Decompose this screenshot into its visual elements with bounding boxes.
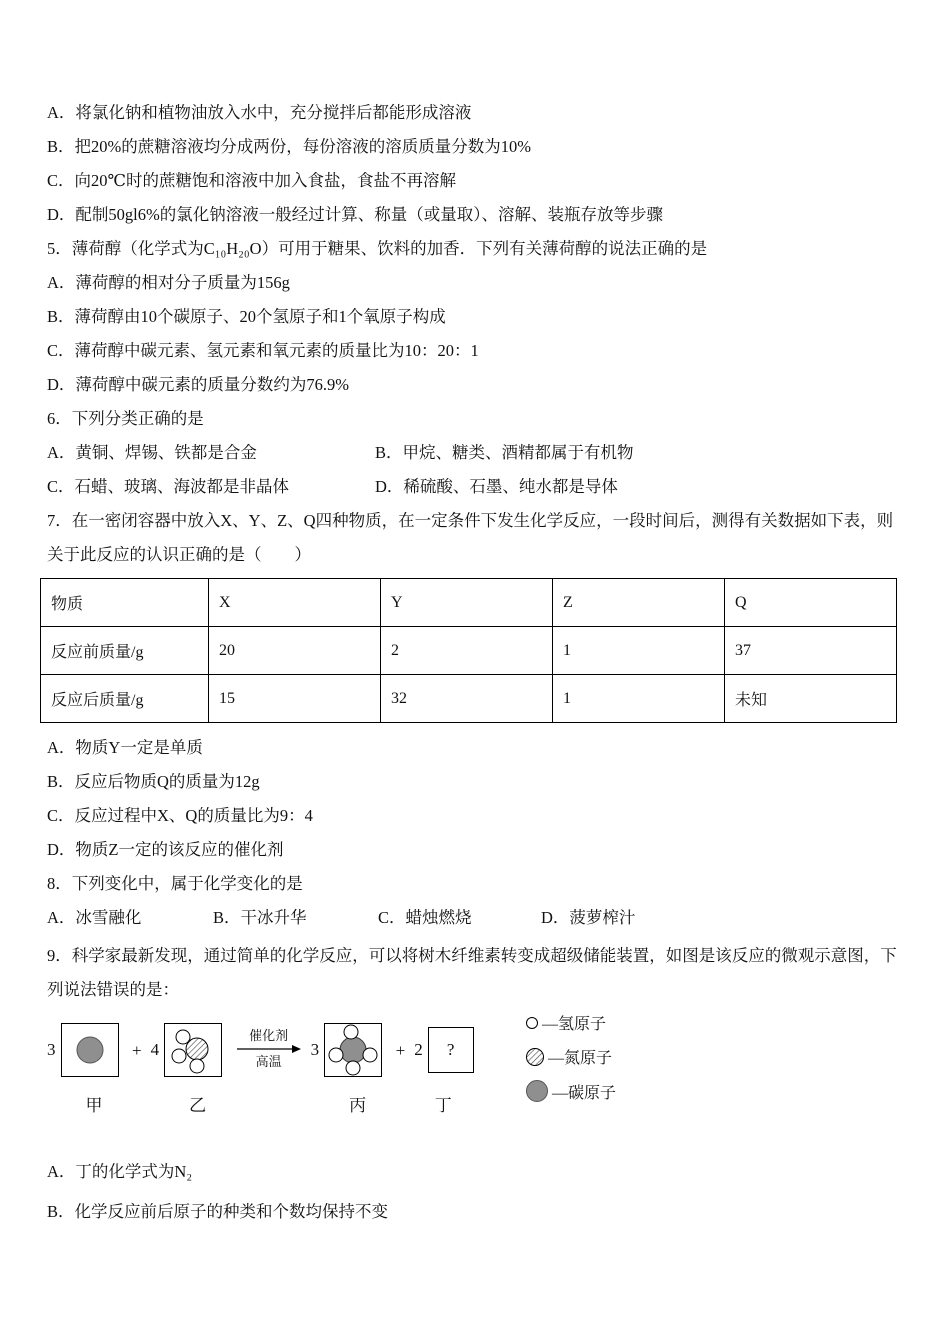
reaction-diagram [47, 1016, 900, 1127]
q8-option-c: C．蜡烛燃烧 [378, 908, 472, 927]
legend-label: —氢原子 [542, 1016, 607, 1033]
methane-molecule-box [324, 1023, 382, 1077]
q8-stem: 8．下列变化中，属于化学变化的是 [47, 874, 303, 893]
q5-option-a: A．薄荷醇的相对分子质量为156g [47, 273, 290, 292]
table-row-after [41, 675, 897, 723]
question-mark: ? [446, 1040, 455, 1059]
q7-stem: 7．在一密闭容器中放入X、Y、Z、Q四种物质，在一定条件下发生化学反应，一段时间后，测得有关数据如下表，则关于此反应的认识正确的是（ ） [47, 511, 894, 564]
table-cell: 37 [725, 627, 897, 675]
q6-options-row-1 [47, 436, 900, 470]
table-cell: 未知 [725, 675, 897, 723]
q6-option-b: B．甲烷、糖类、酒精都属于有机物 [375, 443, 634, 462]
q6-stem: 6．下列分类正确的是 [47, 409, 204, 428]
table-cell: X [209, 579, 381, 627]
q5-option-b: B．薄荷醇由10个碳原子、20个氢原子和1个氧原子构成 [47, 307, 446, 326]
q6-option-d: D．稀硫酸、石墨、纯水都是导体 [375, 477, 618, 496]
hydrogen-atom-icon [525, 1016, 539, 1030]
molecule-label-jia: 甲 [85, 1096, 103, 1115]
q6-option-c: C．石蜡、玻璃、海波都是非晶体 [47, 477, 290, 496]
q9-stem: 9．科学家最新发现，通过简单的化学反应，可以将树木纤维素转变成超级储能装置，如图是该反应的微观示意图，下列说法错误的是： [47, 946, 897, 999]
table-cell: 2 [381, 627, 553, 675]
table-cell: 1 [553, 675, 725, 723]
table-cell: Q [725, 579, 897, 627]
q4-option-d: D．配制50gl6%的氯化钠溶液一般经过计算、称量（或量取）、溶解、装瓶存放等步骤 [47, 205, 663, 224]
unknown-molecule-box [428, 1027, 474, 1073]
molecule-label-yi: 乙 [189, 1096, 207, 1115]
q5-option-d: D．薄荷醇中碳元素的质量分数约为76.9% [47, 375, 350, 394]
legend-hydrogen [525, 1011, 616, 1034]
coefficient: 3 [47, 1040, 56, 1059]
coefficient: 4 [150, 1040, 160, 1059]
q6-option-a: A．黄铜、焊锡、铁都是合金 [47, 443, 257, 462]
molecule-label-ding: 丁 [434, 1096, 452, 1115]
table-cell: 物质 [41, 579, 209, 627]
legend-label: —碳原子 [552, 1084, 617, 1102]
molecule-yi [151, 1023, 227, 1116]
q7-option-a: A．物质Y一定是单质 [47, 738, 203, 757]
q7-data-table [40, 578, 897, 723]
nitrogen-atom-icon [525, 1047, 545, 1067]
q7-option-c: C．反应过程中X、Q的质量比为9：4 [47, 806, 313, 825]
diagram-legend [525, 1011, 616, 1103]
right-arrow-icon [237, 1044, 301, 1054]
coefficient: 3 [310, 1040, 320, 1059]
table-cell: Z [553, 579, 725, 627]
q9-option-a: A．丁的化学式为N₂ [47, 1162, 193, 1181]
molecule-bing [311, 1023, 387, 1116]
molecule-ding [414, 1023, 474, 1116]
table-row-before [41, 627, 897, 675]
legend-label: —氮原子 [548, 1050, 613, 1067]
q5-stem: 5．薄荷醇（化学式为C₁₀H₂₀O）可用于糖果、饮料的加香．下列有关薄荷醇的说法正确的是 [47, 239, 708, 258]
q8-option-a: A．冰雪融化 [47, 908, 142, 927]
q8-option-d: D．菠萝榨汁 [541, 908, 636, 927]
table-cell: 1 [553, 627, 725, 675]
coefficient: 2 [414, 1040, 423, 1059]
arrow-condition-bottom: 高温 [255, 1054, 282, 1069]
table-cell: 15 [209, 675, 381, 723]
reaction-arrow [236, 1028, 302, 1070]
carbon-atom-icon [63, 1025, 117, 1075]
table-cell: 反应前质量/g [41, 627, 209, 675]
reaction-equation [47, 1023, 474, 1116]
carbon-atom-icon [525, 1079, 549, 1103]
q7-option-b: B．反应后物质Q的质量为12g [47, 772, 260, 791]
ammonia-molecule-icon [166, 1025, 220, 1075]
q8-option-b: B．干冰升华 [213, 908, 307, 927]
table-cell: 反应后质量/g [41, 675, 209, 723]
q9-option-b: B．化学反应前后原子的种类和个数均保持不变 [47, 1202, 389, 1221]
legend-nitrogen [525, 1045, 616, 1068]
plus-sign: + [395, 1041, 406, 1060]
q7-option-d: D．物质Z一定的该反应的催化剂 [47, 840, 284, 859]
carbon-molecule-box [61, 1023, 119, 1077]
q4-option-c: C．向20℃时的蔗糖饱和溶液中加入食盐，食盐不再溶解 [47, 171, 456, 190]
table-cell: 20 [209, 627, 381, 675]
legend-carbon [525, 1079, 616, 1103]
ammonia-molecule-box [164, 1023, 222, 1077]
plus-sign: + [132, 1041, 142, 1060]
q4-option-a: A．将氯化钠和植物油放入水中，充分搅拌后都能形成溶液 [47, 103, 472, 122]
q8-options-row [47, 901, 900, 935]
q4-option-b: B．把20%的蔗糖溶液均分成两份，每份溶液的溶质质量分数为10% [47, 137, 531, 156]
q6-options-row-2 [47, 470, 900, 504]
q5-option-c: C．薄荷醇中碳元素、氢元素和氧元素的质量比为10：20：1 [47, 341, 479, 360]
table-header-row [41, 579, 897, 627]
methane-molecule-icon [325, 1024, 381, 1076]
table-cell: Y [381, 579, 553, 627]
table-cell: 32 [381, 675, 553, 723]
arrow-condition-top: 催化剂 [249, 1028, 289, 1043]
molecule-label-bing: 丙 [349, 1096, 367, 1115]
molecule-jia [47, 1023, 123, 1116]
